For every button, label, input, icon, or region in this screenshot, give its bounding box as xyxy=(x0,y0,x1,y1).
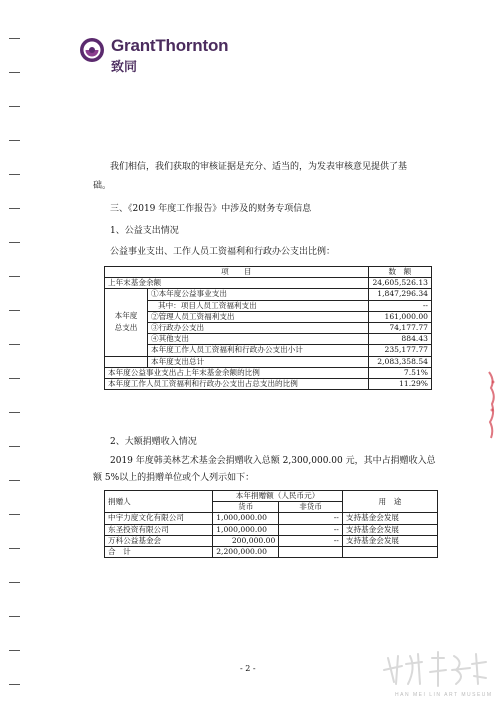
han-meilin-museum-watermark-icon xyxy=(380,648,490,698)
header-purpose: 用 途 xyxy=(342,491,437,513)
sub2-para-line-1: 2019 年度韩美林艺术基金会捐赠收入总额 2,300,000.00 元，其中占捐赠收入总 xyxy=(110,456,436,466)
row-label: ③行政办公支出 xyxy=(148,322,369,333)
donor-name: 中宇力度文化有限公司 xyxy=(105,513,213,524)
row-value: 161,000.00 xyxy=(368,311,431,322)
row-value: 7.51% xyxy=(368,367,431,378)
sub1-description: 公益事业支出、工作人员工资福利和行政办公支出比例： xyxy=(110,247,336,257)
sub2-heading: 2、大额捐赠收入情况 xyxy=(110,437,197,447)
brand-name-en: GrantThornton xyxy=(111,36,229,55)
table-row xyxy=(105,356,432,367)
donor-non-currency: -- xyxy=(279,513,343,524)
group-label-line-1: 本年度 xyxy=(114,311,138,321)
row-label: ④其他支出 xyxy=(148,334,369,345)
group-label xyxy=(105,289,148,356)
table-row xyxy=(105,378,432,389)
table-row xyxy=(105,322,432,333)
row-value: 2,083,358.54 xyxy=(368,356,431,367)
row-label: ①本年度公益事业支出 xyxy=(148,289,369,300)
watermark-text: HAN MEI LIN ART MUSEUM xyxy=(395,692,493,698)
row-value: -- xyxy=(368,300,431,311)
table-row xyxy=(105,289,432,300)
table-row xyxy=(105,278,432,289)
header-amount: 数 额 xyxy=(368,267,431,278)
row-value: 884.43 xyxy=(368,334,431,345)
row-label: 本年度支出总计 xyxy=(148,356,369,367)
donor-non-currency: -- xyxy=(279,535,343,546)
intro-line-2: 础。 xyxy=(93,181,112,191)
sub2-para-line-2: 额 5%以上的捐赠单位或个人列示如下： xyxy=(93,473,255,483)
header-currency: 货币 xyxy=(213,502,279,513)
brand-name-cn: 致同 xyxy=(111,59,138,74)
total-currency: 2,200,000.00 xyxy=(213,546,279,557)
donor-currency: 1,000,000.00 xyxy=(213,513,279,524)
row-value: 235,177.77 xyxy=(368,345,431,356)
header-donor: 捐赠人 xyxy=(105,491,213,513)
header-non-currency: 非货币 xyxy=(279,502,343,513)
row-value: 11.29% xyxy=(368,378,431,389)
row-value: 24,605,526.13 xyxy=(368,278,431,289)
header-item: 项 目 xyxy=(105,267,369,278)
total-label: 合 计 xyxy=(105,546,213,557)
donor-name: 东圣投资有限公司 xyxy=(105,524,213,535)
financial-expense-table xyxy=(104,266,432,390)
row-label: 本年度工作人员工资福利和行政办公支出小计 xyxy=(148,345,369,356)
group-label-line-2: 总支出 xyxy=(114,323,138,333)
section3-heading: 三、《2019 年度工作报告》中涉及的财务专项信息 xyxy=(110,204,312,214)
table-header-row xyxy=(105,491,438,502)
donor-purpose: 支持基金会发展 xyxy=(342,524,437,535)
table-header-row xyxy=(105,267,432,278)
donor-name: 万科公益基金会 xyxy=(105,535,213,546)
row-value: 1,847,296.34 xyxy=(368,289,431,300)
table-total-row xyxy=(105,546,438,557)
donor-purpose: 支持基金会发展 xyxy=(342,513,437,524)
donation-table xyxy=(104,490,438,558)
grant-thornton-logo xyxy=(79,37,228,74)
table-row xyxy=(105,345,432,356)
table-row xyxy=(105,535,438,546)
grant-thornton-emblem-icon xyxy=(79,37,105,63)
donor-non-currency: -- xyxy=(279,524,343,535)
intro-line-1: 我们相信，我们获取的审核证据是充分、适当的，为发表审核意见提供了基 xyxy=(110,162,408,172)
donor-purpose: 支持基金会发展 xyxy=(342,535,437,546)
header-amount-group: 本年捐赠额（人民币元） xyxy=(213,491,343,502)
row-label: ②管理人员工资福利支出 xyxy=(148,311,369,322)
table-row xyxy=(105,367,432,378)
table-row xyxy=(105,300,432,311)
red-seal-stamp-icon xyxy=(487,370,497,440)
table-row xyxy=(105,311,432,322)
table-row xyxy=(105,334,432,345)
table-row xyxy=(105,513,438,524)
donor-currency: 200,000.00 xyxy=(213,535,279,546)
donor-currency: 1,000,000.00 xyxy=(213,524,279,535)
row-label: 上年末基金余额 xyxy=(105,278,369,289)
sub1-heading: 1、公益支出情况 xyxy=(110,226,179,236)
row-label: 本年度公益事业支出占上年末基金余额的比例 xyxy=(105,367,369,378)
row-label: 其中：项目人员工资福利支出 xyxy=(148,300,369,311)
page-number: - 2 - xyxy=(240,664,256,673)
row-label: 本年度工作人员工资福利和行政办公支出占总支出的比例 xyxy=(105,378,369,389)
table-row xyxy=(105,524,438,535)
row-value: 74,177.77 xyxy=(368,322,431,333)
